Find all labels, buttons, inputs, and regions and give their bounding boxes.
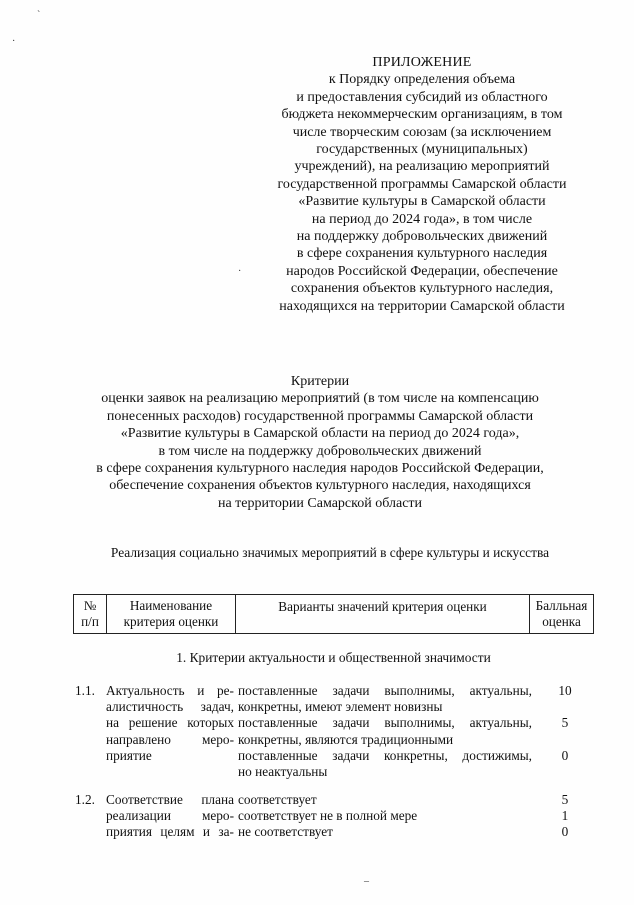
appendix-line: числе творческим союзам (за исключением bbox=[292, 124, 552, 140]
scan-speck: · bbox=[238, 266, 242, 277]
row-number: 1.1. bbox=[75, 683, 95, 698]
appendix-line: и предоставления субсидий из областного bbox=[296, 89, 548, 105]
score-value: 0 bbox=[561, 824, 569, 840]
row-scores bbox=[548, 792, 582, 841]
criteria-heading bbox=[40, 373, 600, 512]
row-options bbox=[238, 792, 532, 841]
scan-speck: · bbox=[12, 36, 16, 47]
option-line: конкретны, имеют элемент новизны bbox=[238, 699, 443, 715]
appendix-line: на поддержку добровольческих движений bbox=[296, 229, 548, 245]
scan-speck: ˋ bbox=[37, 10, 41, 21]
option-line: соответствует bbox=[238, 792, 317, 807]
header-criterion-line: критерия оценки bbox=[123, 614, 219, 629]
row-number: 1.2. bbox=[75, 792, 95, 807]
row-scores bbox=[548, 683, 582, 764]
header-number-line: № bbox=[83, 598, 97, 613]
criteria-line: оценки заявок на реализацию мероприятий (в том числе на компенсацию bbox=[101, 391, 539, 407]
option-line: поставленные задачи конкретны, достижимы, bbox=[238, 747, 532, 763]
criteria-title: Критерии bbox=[290, 374, 350, 389]
header-criterion-line: Наименование bbox=[129, 598, 213, 613]
row-options bbox=[238, 683, 532, 780]
appendix-line: народов Российской Федерации, обеспечение bbox=[286, 263, 558, 279]
option-line: не соответствует bbox=[238, 824, 333, 840]
criteria-line: понесенных расходов) государственной программы Самарской области bbox=[106, 408, 534, 424]
option-line: конкретны, являются традиционными bbox=[238, 731, 454, 747]
criterion-line: алистичность задач, bbox=[106, 699, 234, 715]
appendix-line: «Развитие культуры в Самарской области bbox=[298, 194, 546, 210]
score-value: 5 bbox=[561, 792, 569, 807]
row-criterion-name bbox=[106, 792, 234, 841]
criteria-line: обеспечение сохранения объектов культурного наследия, находящихся bbox=[109, 478, 531, 494]
appendix-line: сохранения объектов культурного наследия, bbox=[290, 281, 554, 297]
appendix-line: государственной программы Самарской области bbox=[277, 176, 567, 192]
criterion-line: реализации меро- bbox=[106, 808, 234, 824]
criterion-line: Актуальность и ре- bbox=[106, 683, 234, 698]
table-header bbox=[73, 594, 594, 634]
criteria-line: в том числе на поддержку добровольческих движений bbox=[158, 443, 482, 459]
appendix-line: учреждений), на реализацию мероприятий bbox=[294, 159, 550, 175]
header-score bbox=[530, 595, 593, 633]
score-value: 10 bbox=[558, 683, 572, 698]
criteria-line: «Развитие культуры в Самарской области на период до 2024 года», bbox=[120, 426, 520, 442]
section-title: 1. Критерии актуальности и общественной значимости bbox=[176, 650, 491, 665]
option-line: поставленные задачи выполнимы, актуальны, bbox=[238, 683, 532, 698]
score-value: 1 bbox=[561, 808, 569, 824]
option-line: поставленные задачи выполнимы, актуальны, bbox=[238, 715, 532, 731]
criteria-line: в сфере сохранения культурного наследия народов Российской Федерации, bbox=[96, 461, 544, 477]
header-options bbox=[236, 595, 530, 633]
row-criterion-name bbox=[106, 683, 234, 764]
criterion-line: на решение которых bbox=[106, 715, 234, 731]
criterion-line: приятия целям и за- bbox=[106, 824, 234, 840]
score-value: 0 bbox=[561, 747, 569, 763]
criteria-line: на территории Самарской области bbox=[217, 495, 423, 511]
option-line: соответствует не в полной мере bbox=[238, 808, 418, 824]
header-number-line: п/п bbox=[81, 614, 99, 629]
criterion-line: приятие bbox=[106, 747, 152, 763]
header-options-label: Варианты значений критерия оценки bbox=[278, 599, 487, 614]
appendix-header bbox=[238, 54, 606, 315]
appendix-line: к Порядку определения объема bbox=[328, 72, 516, 88]
criterion-line: Соответствие плана bbox=[106, 792, 234, 807]
appendix-line: в сфере сохранения культурного наследия bbox=[296, 246, 548, 262]
appendix-line: государственных (муниципальных) bbox=[316, 142, 528, 158]
criterion-line: направлено меро- bbox=[106, 731, 234, 747]
header-criterion-name bbox=[107, 595, 236, 633]
appendix-line: бюджета некоммерческим организациям, в том bbox=[281, 107, 563, 123]
header-score-line: оценка bbox=[542, 614, 581, 629]
header-score-line: Балльная bbox=[535, 598, 588, 613]
scan-speck: – bbox=[364, 876, 369, 887]
option-line: но неактуальны bbox=[238, 764, 328, 780]
score-value: 5 bbox=[561, 715, 569, 731]
appendix-line: на период до 2024 года», в том числе bbox=[311, 211, 533, 227]
header-number bbox=[74, 595, 107, 633]
appendix-title: ПРИЛОЖЕНИЕ bbox=[372, 55, 472, 70]
program-subtitle: Реализация социально значимых мероприятий в сфере культуры и искусства bbox=[110, 545, 550, 560]
appendix-line: находящихся на территории Самарской области bbox=[279, 298, 565, 314]
